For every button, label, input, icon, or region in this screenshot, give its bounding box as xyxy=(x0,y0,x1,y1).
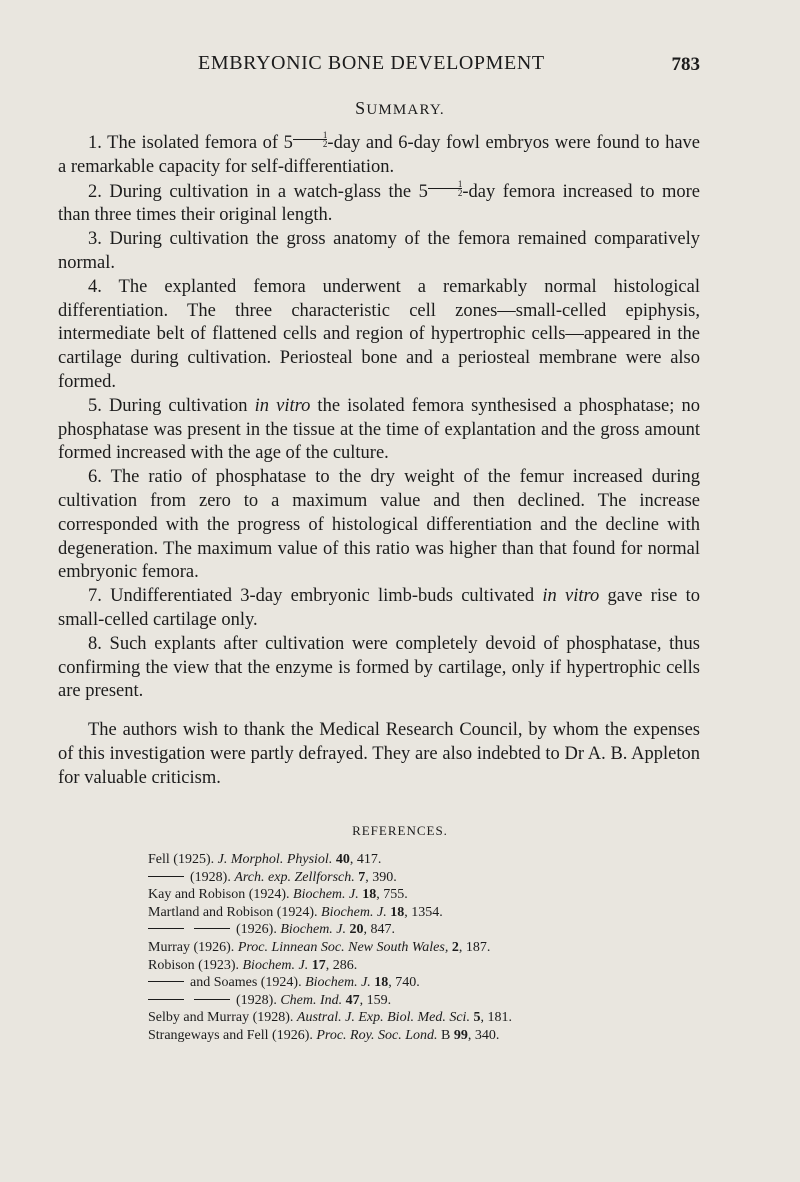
ditto-rule xyxy=(194,999,230,1000)
reference-author: Selby and Murray (1928). xyxy=(148,1010,294,1026)
fraction-denominator: 2 xyxy=(428,188,463,197)
summary-body xyxy=(58,131,700,704)
summary-item-6: 6. The ratio of phosphatase to the dry weight of the femur increased during cultivation from zero to a maximum value and then declined. The increase corresponded with the progress of histological differentiation and the decline with degeneration. The maximum value of this ratio was higher than that found for normal embryonic femora. xyxy=(58,467,700,583)
running-head xyxy=(0,52,800,82)
summary-item-1-end: -day and 6-day fowl embryos were found to have a remarkable capacity for self-differentiation. xyxy=(58,133,701,177)
reference-volume: 18 xyxy=(374,975,389,991)
summary-item-2-start: 2. During cultivation in a watch-glass the 5 xyxy=(88,181,428,202)
summary-item-7-end: gave rise to small-celled cartilage only. xyxy=(58,586,700,630)
reference-page: , 417. xyxy=(349,852,382,867)
fraction-numerator: 1 xyxy=(322,130,328,140)
summary-item-7 xyxy=(58,585,700,633)
page-number: 783 xyxy=(671,54,700,75)
ditto-rule xyxy=(148,928,184,929)
summary-item-4: 4. The explanted femora underwent a remarkably normal histological differentiation. The three characteristic cell zones—small-celled epiphysis, intermediate belt of flattened cells and region of hypertrophic cells—appeared in the cartilage during cultivation. Periosteal bone and a periosteal membrane were also formed. xyxy=(58,276,700,392)
reference-journal: Arch. exp. Zellforsch. xyxy=(234,869,355,885)
ditto-rule xyxy=(148,876,184,877)
reference-journal: Biochem. J. xyxy=(242,957,309,973)
summary-item-7-italic: in vitro xyxy=(542,586,600,607)
summary-heading-initial: S xyxy=(355,98,367,118)
reference-author: Kay and Robison (1924). xyxy=(148,887,290,903)
fraction-numerator: 1 xyxy=(457,178,463,189)
reference-page: , 740. xyxy=(388,975,420,991)
reference-volume: 2 xyxy=(451,939,459,955)
reference-item xyxy=(148,992,708,1010)
summary-heading-rest: UMMARY. xyxy=(366,102,445,118)
reference-author: and Soames (1924). xyxy=(190,975,302,991)
ditto-rule xyxy=(148,981,184,982)
running-title: EMBRYONIC BONE DEVELOPMENT xyxy=(198,52,545,74)
summary-item-8: 8. Such explants after cultivation were completely devoid of phosphatase, thus confirming the view that the enzyme is formed by cartilage, only if hypertrophic cells are present. xyxy=(58,633,700,702)
reference-page: , 286. xyxy=(325,957,358,973)
reference-page: , 181. xyxy=(480,1010,512,1026)
reference-journal: Biochem. J. xyxy=(305,975,371,991)
reference-author: Strangeways and Fell (1926). xyxy=(148,1027,313,1043)
summary-item-5-italic: in vitro xyxy=(254,395,311,416)
reference-series: B xyxy=(441,1027,451,1043)
reference-volume: 18 xyxy=(390,904,405,920)
reference-volume: 40 xyxy=(335,852,350,867)
reference-volume: 5 xyxy=(473,1010,481,1026)
fraction-half xyxy=(428,180,463,197)
reference-journal: Proc. Roy. Soc. Lond. xyxy=(316,1027,438,1043)
reference-author: (1928). xyxy=(236,992,277,1008)
reference-page: , 390. xyxy=(365,869,397,885)
ditto-rule xyxy=(148,999,184,1000)
reference-journal: Biochem. J. xyxy=(280,922,347,938)
reference-author: Fell (1925). xyxy=(148,852,215,867)
reference-item xyxy=(148,904,708,922)
reference-volume: 7 xyxy=(358,869,366,885)
summary-item-2 xyxy=(58,180,700,229)
references-heading: REFERENCES. xyxy=(352,823,448,838)
summary-item-7-start: 7. Undifferentiated 3-day embryonic limb-buds cultivated xyxy=(88,586,543,607)
reference-author: (1926). xyxy=(236,922,277,938)
reference-volume: 47 xyxy=(345,992,360,1008)
summary-item-1 xyxy=(58,131,700,180)
reference-page: , 847. xyxy=(363,922,396,938)
reference-author: Murray (1926). xyxy=(148,939,235,955)
summary-item-1-start: 1. The isolated femora of 5 xyxy=(88,133,293,153)
reference-volume: 99 xyxy=(453,1027,468,1043)
reference-volume: 17 xyxy=(311,957,326,973)
reference-page: , 755. xyxy=(376,887,408,903)
reference-journal: Biochem. J. xyxy=(321,904,387,920)
fraction-half xyxy=(293,131,328,148)
reference-page: , 159. xyxy=(359,992,392,1008)
fraction-denominator: 2 xyxy=(293,139,328,148)
summary-item-5-start: 5. During cultivation xyxy=(88,395,255,416)
reference-journal: Austral. J. Exp. Biol. Med. Sci. xyxy=(296,1010,470,1026)
reference-journal: J. Morphol. Physiol. xyxy=(217,852,333,867)
reference-journal: Proc. Linnean Soc. New South Wales, xyxy=(237,939,449,955)
reference-list xyxy=(148,851,708,1045)
reference-item xyxy=(148,957,708,975)
summary-item-2-end: -day femora increased to more than three times their original length. xyxy=(58,181,700,226)
reference-author: Martland and Robison (1924). xyxy=(148,904,318,920)
summary-item-5 xyxy=(58,395,700,466)
reference-item xyxy=(148,1009,708,1027)
reference-journal: Biochem. J. xyxy=(293,887,359,903)
reference-journal: Chem. Ind. xyxy=(280,992,343,1008)
reference-item xyxy=(148,921,708,939)
reference-item xyxy=(148,869,708,887)
reference-item xyxy=(148,851,708,869)
ditto-rule xyxy=(194,928,230,929)
acknowledgement: The authors wish to thank the Medical Research Council, by whom the expenses of this investigation were partly defrayed. They are also indebted to Dr A. B. Appleton for valuable criticism. xyxy=(58,720,700,788)
reference-volume: 20 xyxy=(349,922,364,938)
summary-item-5-end: the isolated femora synthesised a phosphatase; no phosphatase was present in the tissue at the time of explantation and the gross amount formed increased with the age of the culture. xyxy=(58,395,700,464)
reference-author: (1928). xyxy=(190,869,231,885)
reference-item xyxy=(148,886,708,904)
reference-author: Robison (1923). xyxy=(148,957,239,973)
reference-volume: 18 xyxy=(362,887,377,903)
summary-heading xyxy=(0,98,800,119)
summary-item-3: 3. During cultivation the gross anatomy of the femora remained comparatively normal. xyxy=(58,229,700,273)
reference-item xyxy=(148,974,708,992)
reference-item xyxy=(148,939,708,957)
reference-page: , 1354. xyxy=(404,904,443,920)
reference-page: , 187. xyxy=(458,939,491,955)
reference-page: , 340. xyxy=(467,1027,500,1043)
reference-item xyxy=(148,1027,708,1045)
